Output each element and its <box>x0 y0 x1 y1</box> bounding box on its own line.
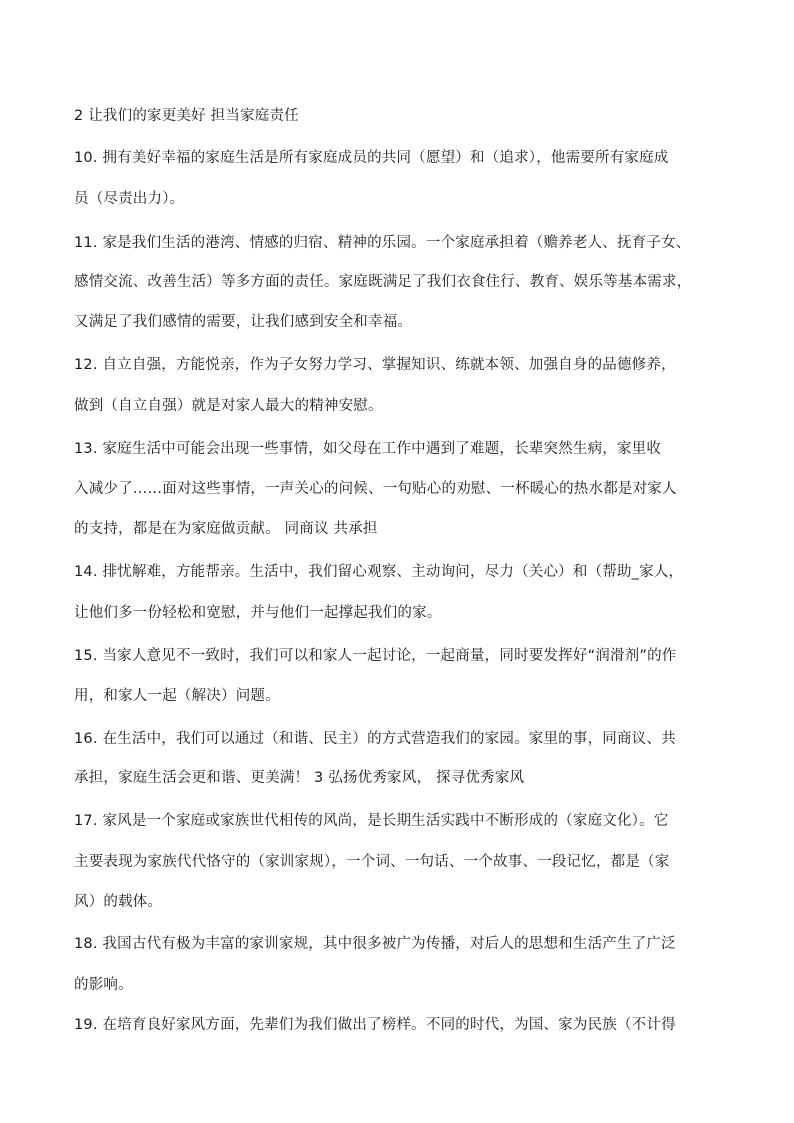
text-line: 13. 家庭生活中可能会出现一些事情，如父母在工作中遇到了难题，长辈突然生病，家里收 <box>74 441 662 457</box>
text-line: 11. 家是我们生活的港湾、情感的归宿、精神的乐园。一个家庭承担着（赡养老人、抚育子女、 <box>74 235 691 251</box>
text-line: 17. 家风是一个家庭或家族世代相传的风尚，是长期生活实践中不断形成的（家庭文化）。它 <box>74 813 669 829</box>
text-line: 16. 在生活中，我们可以通过（和谐、民主）的方式营造我们的家园。家里的事，同商议、共 <box>74 731 676 747</box>
text-line: 承担，家庭生活会更和谐、更美满！ 3 弘扬优秀家风， 探寻优秀家风 <box>74 770 525 786</box>
text-line: 14. 排忧解难，方能帮亲。生活中，我们留心观察、主动询问，尽力（关心）和（帮助_家人， <box>74 564 684 580</box>
text-line: 风）的载体。 <box>74 894 163 910</box>
text-line: 18. 我国古代有极为丰富的家训家规，其中很多被广为传播，对后人的思想和生活产生了广泛 <box>74 936 676 952</box>
text-line: 用，和家人一起（解决）问题。 <box>74 688 280 704</box>
text-line: 入减少了……面对这些事情，一声关心的问候、一句贴心的劝慰、一杯暖心的热水都是对家人 <box>74 481 677 497</box>
text-line: 15. 当家人意见不一致时，我们可以和家人一起讨论，一起商量，同时要发挥好“润滑剂”的作 <box>74 648 677 664</box>
text-line: 让他们多一份轻松和宽慰，并与他们一起撑起我们的家。 <box>74 605 442 621</box>
text-line: 12. 自立自强，方能悦亲，作为子女努力学习、掌握知识、练就本领、加强自身的品德修养， <box>74 357 676 373</box>
section-heading: 2 让我们的家更美好 担当家庭责任 <box>74 108 299 124</box>
text-line: 又满足了我们感情的需要，让我们感到安全和幸福。 <box>74 314 413 330</box>
text-line: 员（尽责出力）。 <box>74 191 185 207</box>
text-line: 的影响。 <box>74 977 133 993</box>
text-line: 做到（自立自强）就是对家人最大的精神安慰。 <box>74 398 383 414</box>
text-line: 主要表现为家族代代恪守的（家训家规），一个词、一句话、一个故事、一段记忆，都是（家 <box>74 854 670 870</box>
text-line: 19. 在培育良好家风方面，先辈们为我们做出了榜样。不同的时代，为国、家为民族（不计得 <box>74 1017 676 1033</box>
text-line: 10. 拥有美好幸福的家庭生活是所有家庭成员的共同（愿望）和（追求），他需要所有家庭成 <box>74 150 669 166</box>
text-line: 感情交流、改善生活）等多方面的责任。家庭既满足了我们衣食住行、教育、娱乐等基本需求， <box>74 274 692 290</box>
text-line: 的支持，都是在为家庭做贡献。 同商议 共承担 <box>74 521 378 537</box>
